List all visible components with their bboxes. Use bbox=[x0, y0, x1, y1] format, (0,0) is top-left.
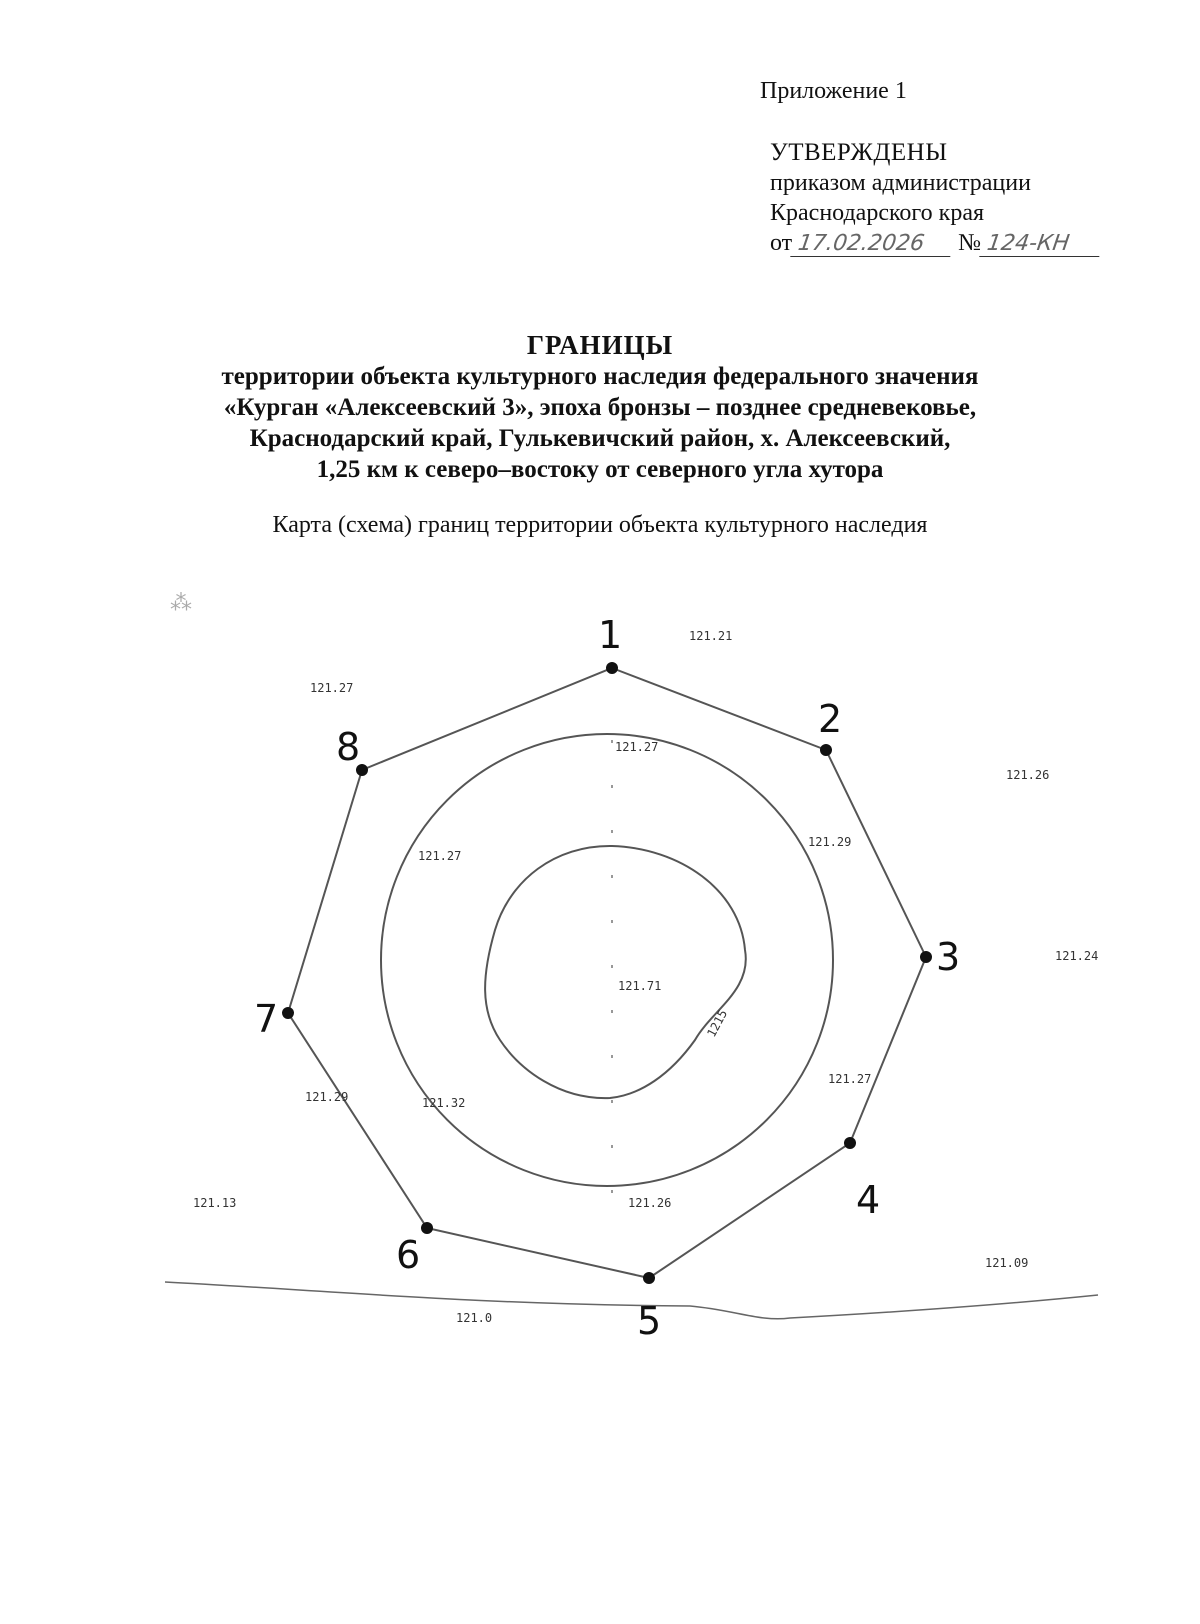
vertex-label: 7 bbox=[254, 997, 279, 1041]
title-line-1: территории объекта культурного наследия федерального значения bbox=[221, 363, 979, 390]
approved-title: УТВЕРЖДЕНЫ bbox=[770, 139, 948, 166]
number-label: № bbox=[958, 230, 982, 256]
elevation-mark: 121.27 bbox=[310, 681, 354, 695]
title-main: ГРАНИЦЫ bbox=[526, 330, 674, 360]
appendix-label: Приложение 1 bbox=[760, 78, 907, 104]
vertex-dot bbox=[820, 744, 832, 756]
vertex-dot bbox=[606, 662, 618, 674]
title-line-2: «Курган «Алексеевский 3», эпоха бронзы – позднее средневековье, bbox=[223, 394, 977, 421]
elevation-mark: 121.24 bbox=[1055, 949, 1099, 963]
contour-bottom bbox=[165, 1282, 1098, 1319]
vertex-label: 2 bbox=[818, 697, 843, 741]
elevation-mark: 121.26 bbox=[628, 1196, 672, 1210]
elevation-mark: 121.27 bbox=[828, 1072, 872, 1086]
vertex-dot bbox=[643, 1272, 655, 1284]
elevation-mark: 121.29 bbox=[305, 1090, 349, 1104]
contour-inner bbox=[485, 846, 746, 1098]
vertex-dot bbox=[844, 1137, 856, 1149]
handwritten-date: 17.02.2026 bbox=[790, 232, 954, 257]
map-caption: Карта (схема) границ территории объекта культурного наследия bbox=[272, 512, 928, 538]
vertex-label: 6 bbox=[396, 1233, 421, 1277]
vertex-dot bbox=[421, 1222, 433, 1234]
vertex-label: 5 bbox=[637, 1299, 662, 1343]
contour-label: 1215 bbox=[704, 1007, 731, 1040]
corner-mark-icon: ⁂ bbox=[170, 590, 192, 615]
vertex-dot bbox=[282, 1007, 294, 1019]
elevation-mark: 121.32 bbox=[422, 1096, 466, 1110]
elevation-mark: 121.09 bbox=[985, 1256, 1029, 1270]
contour-label: 121.0 bbox=[456, 1311, 493, 1325]
elevation-mark: 121.27 bbox=[615, 740, 659, 754]
title-line-3: Краснодарский край, Гулькевичский район, х. Алексеевский, bbox=[249, 425, 951, 452]
elevation-mark: 121.26 bbox=[1006, 768, 1050, 782]
elevation-mark: 121.29 bbox=[808, 835, 852, 849]
contour-circle-outer bbox=[381, 734, 833, 1186]
elevation-mark: 121.13 bbox=[193, 1196, 237, 1210]
elevation-mark: 121.71 bbox=[618, 979, 662, 993]
from-label: от bbox=[770, 230, 793, 256]
vertex-label: 3 bbox=[936, 935, 961, 979]
vertex-dot bbox=[920, 951, 932, 963]
approved-line-2: Краснодарского края bbox=[770, 200, 985, 226]
vertex-label: 8 bbox=[336, 725, 361, 769]
handwritten-number: 124-КН bbox=[979, 232, 1103, 257]
title-line-4: 1,25 км к северо–востоку от северного угла хутора bbox=[316, 456, 884, 483]
vertex-label: 1 bbox=[598, 613, 623, 657]
approved-line-1: приказом администрации bbox=[770, 170, 1031, 196]
vertex-points bbox=[282, 662, 932, 1284]
vertex-label: 4 bbox=[856, 1178, 881, 1222]
elevation-mark: 121.27 bbox=[418, 849, 462, 863]
elevation-mark: 121.21 bbox=[689, 629, 733, 643]
